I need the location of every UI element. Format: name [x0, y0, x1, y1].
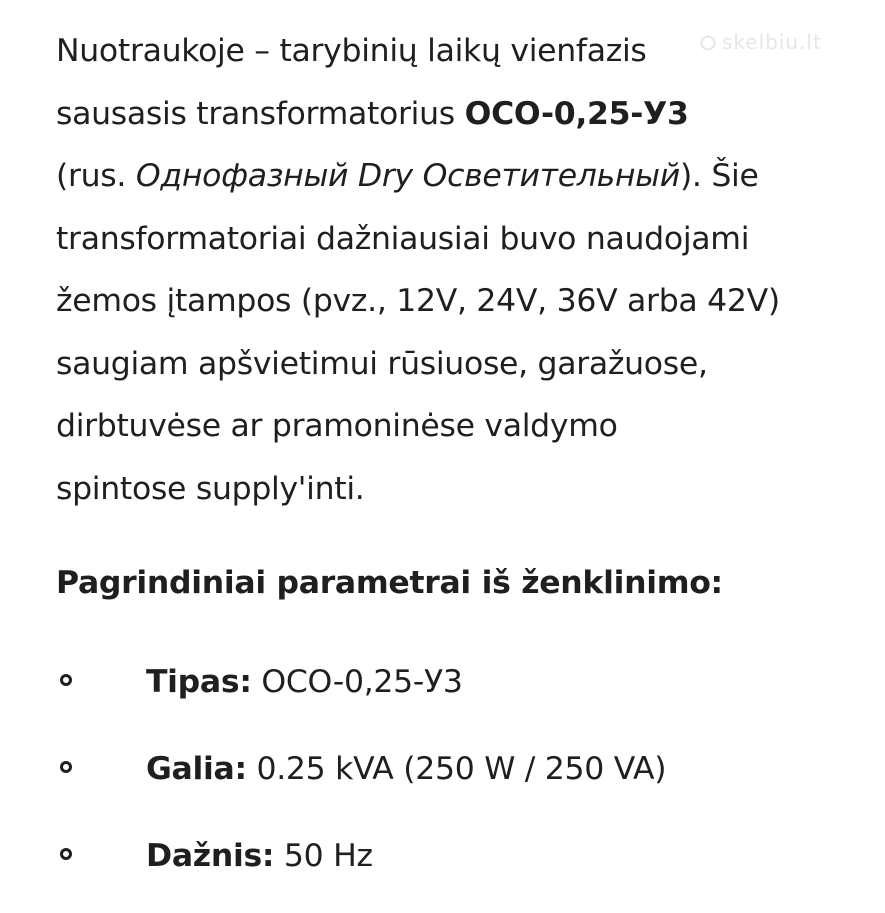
- bullet-circle-icon: [60, 674, 72, 686]
- intro-line-3-pre: (rus.: [56, 158, 136, 194]
- param-key: Tipas:: [146, 664, 252, 700]
- intro-paragraph: [56, 20, 856, 520]
- intro-line-5: žemos įtampos (pvz., 12V, 24V, 36V arba 42V): [56, 283, 780, 319]
- intro-line-8: spintose supply'inti.: [56, 470, 365, 507]
- parameters-heading: Pagrindiniai parametrai iš ženklinimo:: [56, 565, 723, 601]
- param-content: [146, 826, 373, 886]
- russian-name: Однофазный Dry Осветительный: [135, 158, 680, 194]
- param-content: [146, 739, 666, 799]
- param-value: 0.25 kVA (250 W / 250 VA): [246, 751, 667, 787]
- intro-line-4: transformatoriai dažniausiai buvo naudojami: [56, 220, 750, 257]
- intro-line-1: Nuotraukoje – tarybinių laikų vienfazis: [56, 33, 647, 69]
- list-item: [0, 652, 885, 739]
- intro-line-2: [56, 83, 856, 146]
- param-content: [146, 652, 463, 712]
- list-item: [0, 739, 885, 826]
- intro-line-6: saugiam apšvietimui rūsiuose, garažuose,: [56, 345, 708, 382]
- param-key: Dažnis:: [146, 838, 275, 874]
- watermark-text: skelbiu.lt: [722, 30, 822, 54]
- transformer-model: OCO-0,25-У3: [464, 95, 689, 132]
- bullet-circle-icon: [60, 761, 72, 773]
- parameters-list: [0, 652, 885, 913]
- intro-line-2-text: sausasis transformatorius: [56, 95, 465, 132]
- param-value: OCO-0,25-У3: [251, 664, 463, 700]
- param-key: Galia:: [146, 751, 247, 787]
- param-value: 50 Hz: [274, 838, 373, 874]
- bullet-circle-icon: [60, 848, 72, 860]
- intro-line-3: [56, 145, 856, 208]
- intro-line-7: dirbtuvėse ar pramoninėse valdymo: [56, 408, 618, 444]
- intro-line-3-post: ). Šie: [679, 158, 759, 194]
